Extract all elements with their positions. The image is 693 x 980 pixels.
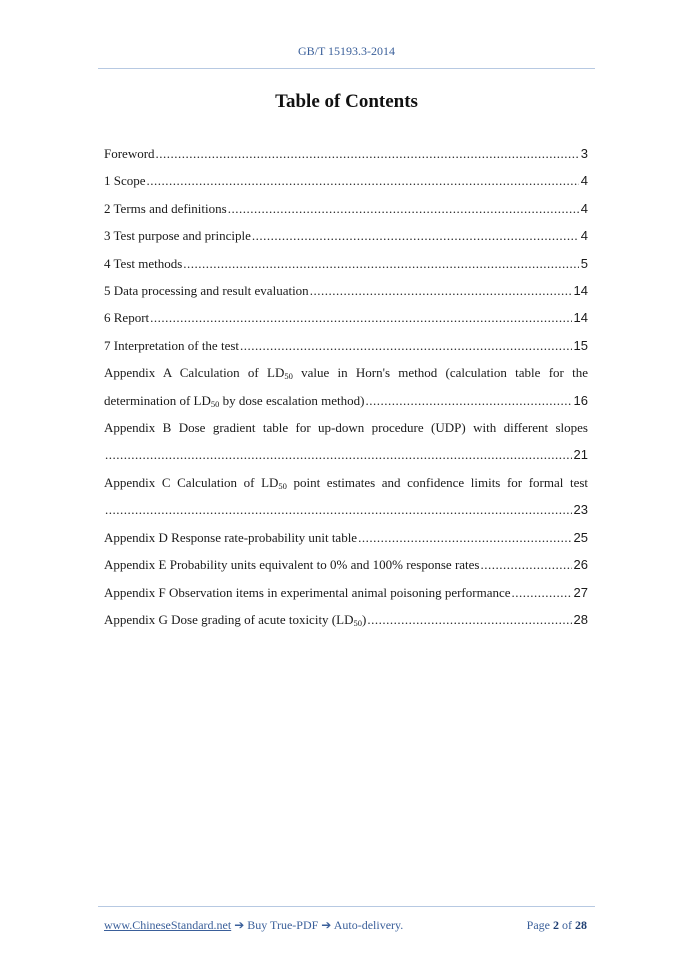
- toc-item-appendix-d[interactable]: [104, 524, 588, 551]
- toc-item-foreword[interactable]: [104, 140, 588, 167]
- toc-label-line2: determination of $LD_{50}$ by dose escalation method): [104, 392, 365, 409]
- toc-label-line1: Appendix B Dose gradient table for up-down procedure (UDP) with different slopes: [104, 420, 588, 436]
- toc-page-number: 14: [573, 283, 588, 299]
- arrow-right-icon: ➔: [321, 918, 332, 932]
- footer-divider: [98, 906, 595, 907]
- current-page-number: 2: [553, 918, 559, 932]
- toc-item-test-methods[interactable]: [104, 250, 588, 277]
- toc-item-appendix-c[interactable]: [104, 469, 588, 524]
- toc-label: Foreword: [104, 146, 155, 161]
- toc-label: Appendix D Response rate-probability unit table: [104, 529, 358, 545]
- toc-item-appendix-a[interactable]: [104, 359, 588, 414]
- toc-label: Appendix E Probability units equivalent to 0% and 100% response rates: [104, 557, 480, 573]
- toc-item-purpose[interactable]: [104, 222, 588, 249]
- toc-label: Appendix F Observation items in experimental animal poisoning performance: [104, 584, 511, 600]
- toc-page-number: 4: [580, 200, 588, 216]
- dot-leader: [183, 250, 578, 277]
- toc-page-number: 4: [580, 173, 588, 189]
- toc-label: 5 Data processing and result evaluation: [104, 283, 309, 299]
- toc-label: 3 Test purpose and principle: [104, 228, 251, 244]
- toc-page-number: 16: [573, 392, 588, 408]
- toc-page-number: 5: [580, 255, 588, 271]
- arrow-right-icon: ➔: [234, 918, 245, 932]
- auto-delivery-text: Auto-delivery.: [333, 918, 404, 932]
- toc-label: 2 Terms and definitions: [104, 200, 227, 216]
- table-of-contents: [104, 140, 588, 633]
- toc-page-number: 21: [573, 447, 588, 463]
- toc-page-number: 25: [573, 529, 588, 545]
- toc-item-data-processing[interactable]: [104, 277, 588, 304]
- dot-leader: [147, 167, 579, 194]
- website-link[interactable]: www.ChineseStandard.net: [104, 918, 232, 932]
- document-code-header: GB/T 15193.3-2014: [297, 44, 396, 58]
- toc-label: 1 Scope: [104, 173, 146, 189]
- dot-leader: [156, 140, 579, 167]
- page-title: Table of Contents: [275, 91, 418, 112]
- toc-item-terms[interactable]: [104, 195, 588, 222]
- toc-page-number: 27: [573, 584, 588, 600]
- dot-leader: [367, 606, 571, 633]
- toc-page-number: 15: [573, 337, 588, 353]
- dot-leader: [512, 579, 572, 606]
- dot-leader: [150, 304, 571, 331]
- toc-item-appendix-f[interactable]: [104, 579, 588, 606]
- dot-leader: [252, 222, 579, 249]
- toc-item-appendix-b[interactable]: [104, 414, 588, 469]
- dot-leader: [366, 387, 572, 414]
- toc-item-appendix-g[interactable]: [104, 606, 588, 633]
- dot-leader: [358, 524, 571, 551]
- toc-label: Appendix G Dose grading of acute toxicity $(LD_{50})$: [104, 611, 367, 628]
- toc-page-number: 3: [580, 146, 588, 161]
- toc-item-scope[interactable]: [104, 167, 588, 194]
- total-pages: 28: [575, 918, 587, 932]
- toc-page-number: 4: [580, 228, 588, 244]
- dot-leader: [240, 332, 572, 359]
- toc-label: 4 Test methods: [104, 255, 183, 271]
- dot-leader: [310, 277, 572, 304]
- header-divider: [98, 68, 595, 69]
- toc-label-line1: Appendix C Calculation of $LD_{50}$ point estimates and confidence limits for formal test: [104, 474, 589, 491]
- toc-item-report[interactable]: [104, 304, 588, 331]
- buy-pdf-link[interactable]: Buy True-PDF: [247, 918, 319, 932]
- page-indicator: Page 2 of 28: [526, 918, 587, 932]
- toc-page-number: 23: [573, 502, 588, 518]
- footer-promo: [104, 918, 403, 933]
- toc-label: 7 Interpretation of the test: [104, 337, 240, 353]
- dot-leader: [105, 441, 572, 468]
- dot-leader: [105, 496, 572, 523]
- dot-leader: [480, 551, 571, 578]
- dot-leader: [228, 195, 579, 222]
- toc-label: 6 Report: [104, 310, 150, 326]
- toc-page-number: 28: [573, 611, 588, 627]
- toc-label-line1: Appendix A Calculation of $LD_{50}$ value in Horn's method (calculation table for the: [104, 365, 588, 382]
- toc-page-number: 14: [573, 310, 588, 326]
- toc-item-interpretation[interactable]: [104, 332, 588, 359]
- toc-item-appendix-e[interactable]: [104, 551, 588, 578]
- toc-page-number: 26: [573, 557, 588, 573]
